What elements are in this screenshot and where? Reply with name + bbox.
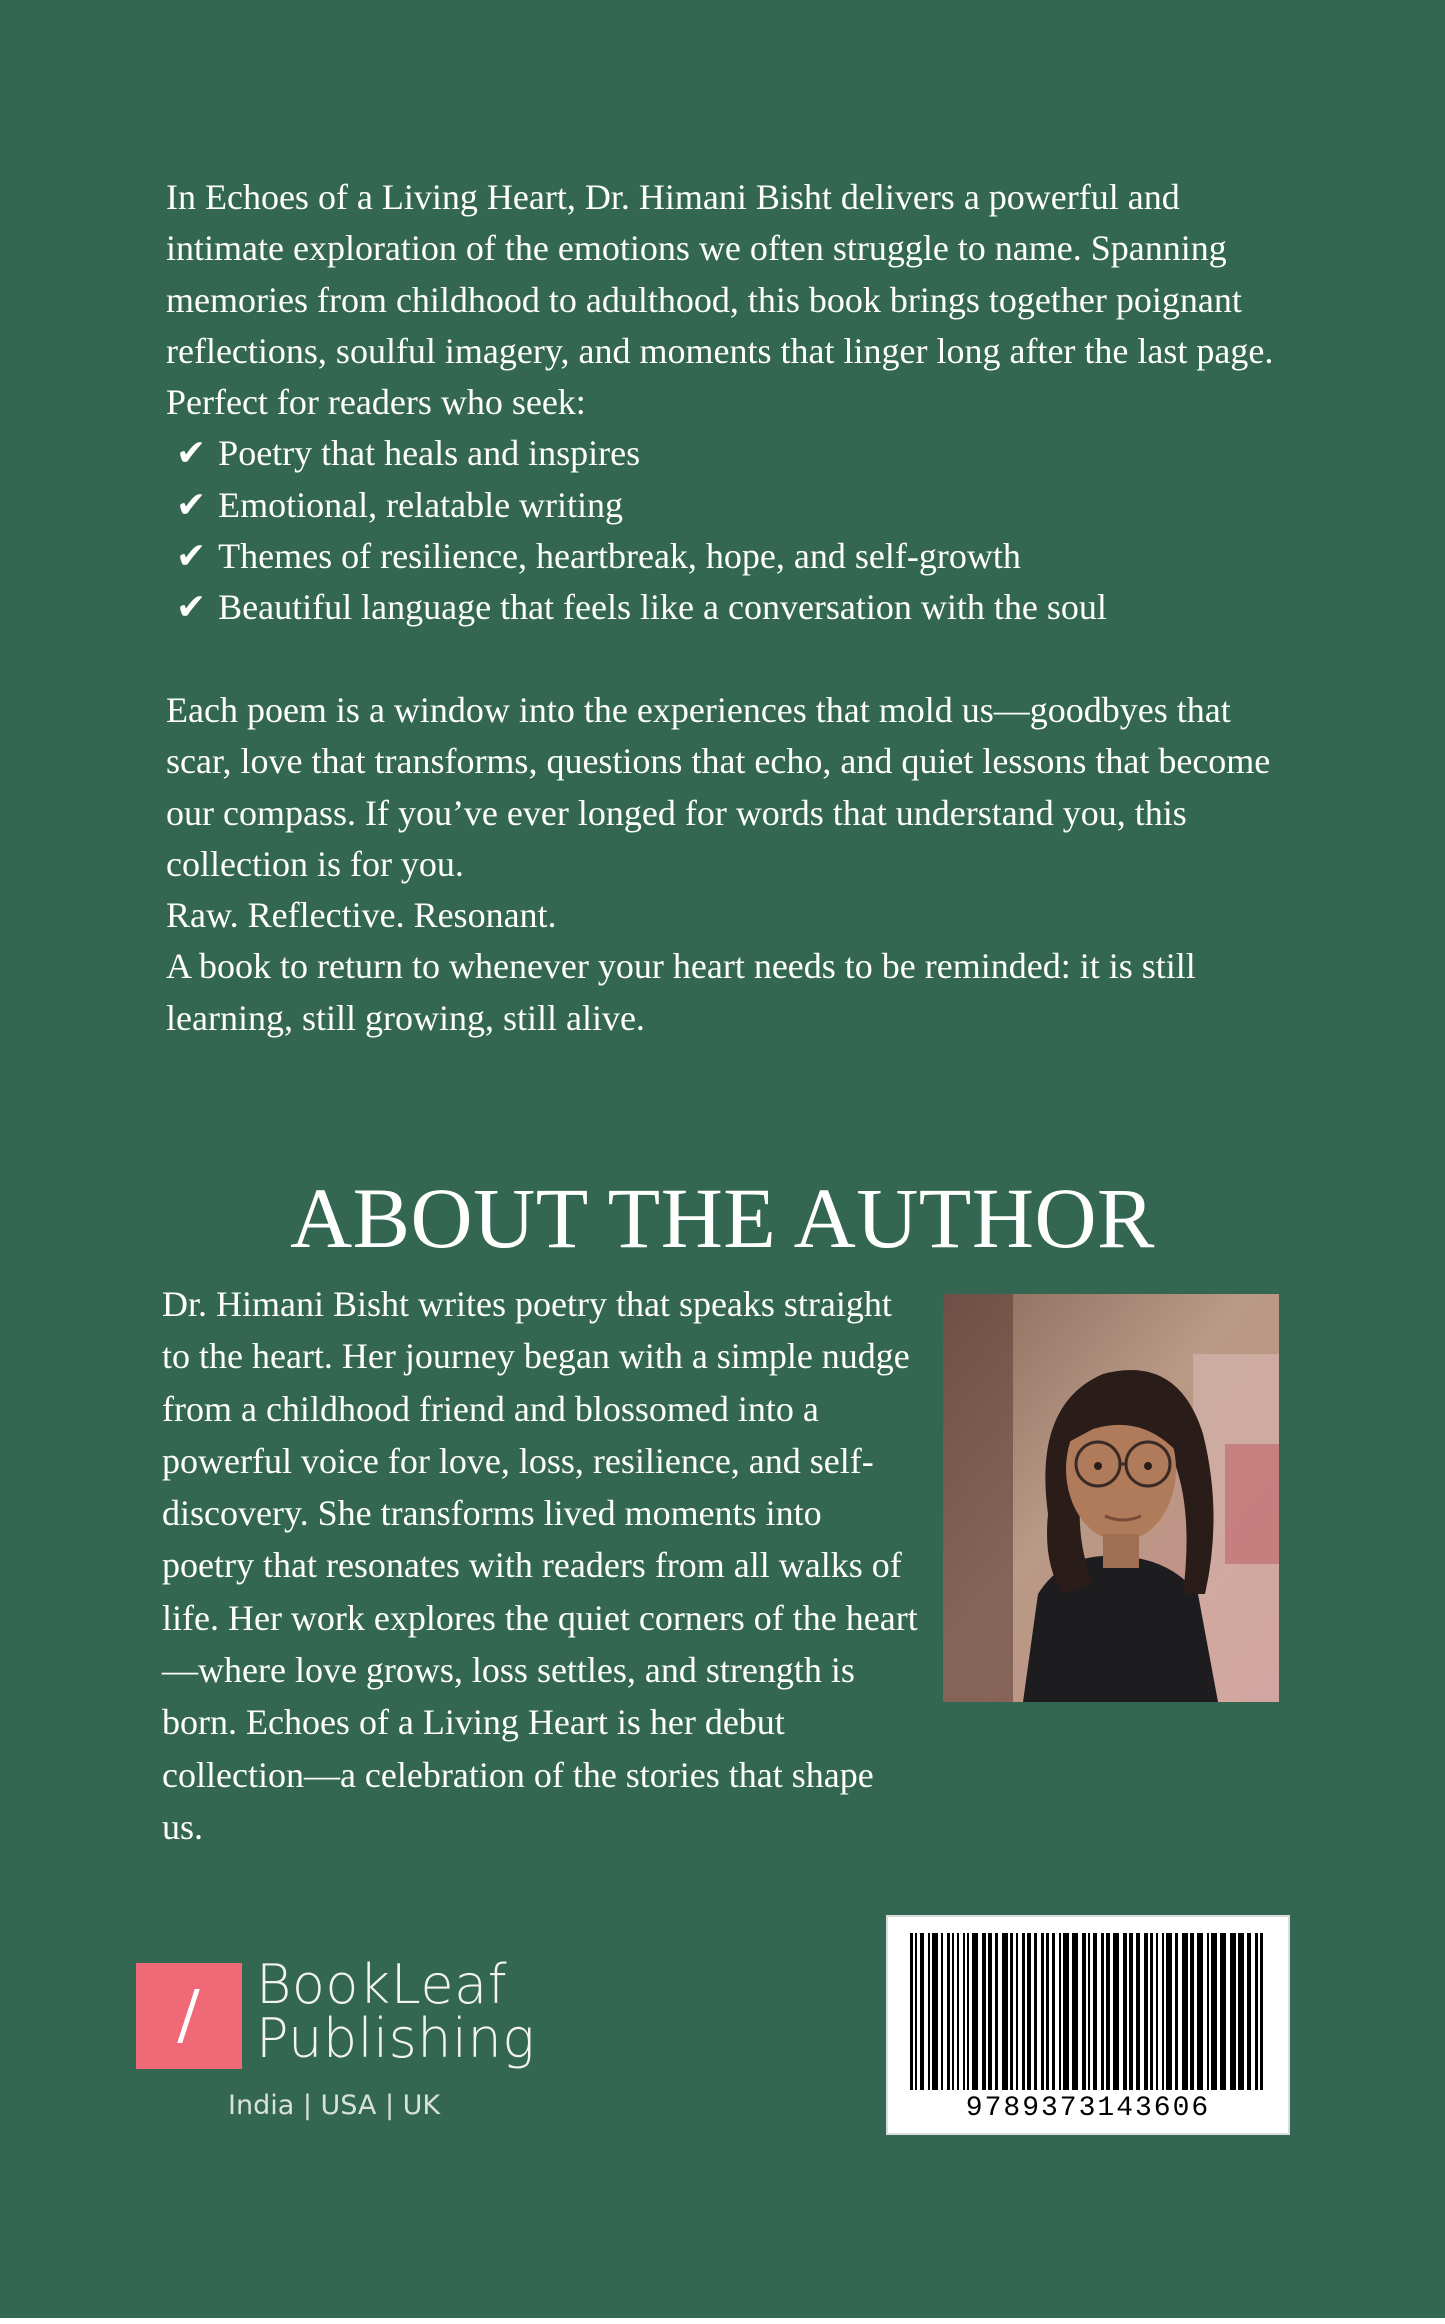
barcode-bar <box>972 1933 978 2090</box>
barcode-bar <box>1123 1933 1127 2090</box>
barcode-bar <box>1082 1933 1086 2090</box>
checklist-item-text: Emotional, relatable writing <box>218 484 624 525</box>
barcode-bar <box>982 1933 986 2090</box>
publisher-name-line1: BookLeaf <box>256 1953 508 2016</box>
publisher-mark <box>136 1963 242 2069</box>
barcode-bar <box>1190 1933 1194 2090</box>
barcode-bar <box>910 1933 913 2090</box>
checklist-item-text: Themes of resilience, heartbreak, hope, and self-growth <box>218 536 1021 577</box>
barcode-bar <box>1002 1933 1008 2090</box>
barcode-bar <box>1010 1933 1013 2090</box>
barcode-bar <box>967 1933 969 2090</box>
checklist-item <box>176 480 1296 531</box>
isbn-barcode <box>886 1915 1290 2135</box>
barcode-bar <box>1211 1933 1217 2090</box>
check-icon: ✔ <box>176 536 207 577</box>
barcode-bar <box>1238 1933 1244 2090</box>
barcode-bar <box>1182 1933 1188 2090</box>
barcode-bar <box>1230 1933 1236 2090</box>
blurb-intro: In Echoes of a Living Heart, Dr. Himani Bisht delivers a powerful and intimate exploration of the emotions we often struggle to name. Spanning memories from childhood to adulthood, this book brings together poignant reflections, soulful imagery, and moments that linger long after the last page. <box>166 177 1274 371</box>
barcode-bar <box>957 1933 959 2090</box>
checklist-item <box>176 531 1296 582</box>
paragraph-gap <box>166 634 1296 685</box>
check-icon: ✔ <box>176 587 207 628</box>
barcode-bar <box>1063 1933 1069 2090</box>
barcode-bar <box>1059 1933 1061 2090</box>
isbn-number: 9789373143606 <box>965 2093 1211 2124</box>
publisher-logo <box>136 1953 536 2133</box>
barcode-bar <box>1072 1933 1078 2090</box>
slash-icon <box>177 1989 200 2043</box>
barcode-bar <box>1162 1933 1164 2090</box>
checklist-item-text: Poetry that heals and inspires <box>218 433 641 474</box>
barcode-bar <box>1101 1933 1104 2090</box>
barcode-bar <box>932 1933 938 2090</box>
about-author-heading: ABOUT THE AUTHOR <box>290 1170 1155 1266</box>
barcode-bar <box>1052 1933 1055 2090</box>
checklist-item <box>176 582 1296 633</box>
check-icon: ✔ <box>176 484 207 525</box>
barcode-bar <box>963 1933 965 2090</box>
barcode-bar <box>1260 1933 1263 2090</box>
author-photo <box>943 1294 1279 1702</box>
author-bio: Dr. Himani Bisht writes poetry that speaks straight to the heart. Her journey began with a simple nudge from a childhood friend and blossomed into a powerful voice for love, loss, resilience, and self-discovery. She transforms lived moments into poetry that resonates with readers from all walks of life. Her work explores the quiet corners of the heart—where love grows, loss settles, and strength is born. Echoes of a Living Heart is her debut collection—a celebration of the stories that shape us. <box>162 1284 918 1847</box>
publisher-regions: India | USA | UK <box>228 2090 441 2121</box>
barcode-bar <box>941 1933 943 2090</box>
barcode-bar <box>1150 1933 1153 2090</box>
barcode-bar <box>1175 1933 1178 2090</box>
barcode-bar <box>1046 1933 1049 2090</box>
barcode-bar <box>1093 1933 1097 2090</box>
barcode-bar <box>1088 1933 1090 2090</box>
barcode-bar <box>1197 1933 1203 2090</box>
barcode-bar <box>1034 1933 1037 2090</box>
book-blurb <box>166 172 1296 1044</box>
barcode-bar <box>988 1933 992 2090</box>
blurb-closing: A book to return to whenever your heart needs to be reminded: it is still learning, still growing, still alive. <box>166 946 1196 1038</box>
publisher-name-line2: Publishing <box>256 2007 536 2070</box>
barcode-bar <box>1156 1933 1158 2090</box>
check-icon: ✔ <box>176 433 207 474</box>
barcode-bars <box>906 1933 1272 2090</box>
barcode-bar <box>1041 1933 1044 2090</box>
barcode-bar <box>1027 1933 1031 2090</box>
barcode-bar <box>1022 1933 1025 2090</box>
barcode-bar <box>1220 1933 1226 2090</box>
barcode-bar <box>915 1933 917 2090</box>
barcode-bar <box>952 1933 954 2090</box>
checklist-item-text: Beautiful language that feels like a conversation with the soul <box>218 587 1107 628</box>
reader-checklist <box>166 428 1296 633</box>
barcode-bar <box>1207 1933 1209 2090</box>
barcode-bar <box>1113 1933 1119 2090</box>
barcode-bar <box>1247 1933 1251 2090</box>
barcode-bar <box>1129 1933 1133 2090</box>
barcode-bar <box>995 1933 998 2090</box>
barcode-bar <box>1016 1933 1018 2090</box>
barcode-bar <box>920 1933 924 2090</box>
barcode-bar <box>1136 1933 1140 2090</box>
blurb-tagline: Raw. Reflective. Resonant. <box>166 895 557 936</box>
blurb-perfect-for: Perfect for readers who seek: <box>166 382 586 423</box>
barcode-bar <box>1106 1933 1110 2090</box>
barcode-bar <box>1144 1933 1148 2090</box>
checklist-item <box>176 428 1296 479</box>
barcode-bar <box>1166 1933 1172 2090</box>
blurb-body: Each poem is a window into the experiences that mold us—goodbyes that scar, love that transforms, questions that echo, and quiet lessons that become our compass. If you’ve ever longed for words that understand you, this collection is for you. <box>166 689 1271 884</box>
barcode-bar <box>947 1933 950 2090</box>
barcode-bar <box>1255 1933 1258 2090</box>
barcode-bar <box>928 1933 930 2090</box>
